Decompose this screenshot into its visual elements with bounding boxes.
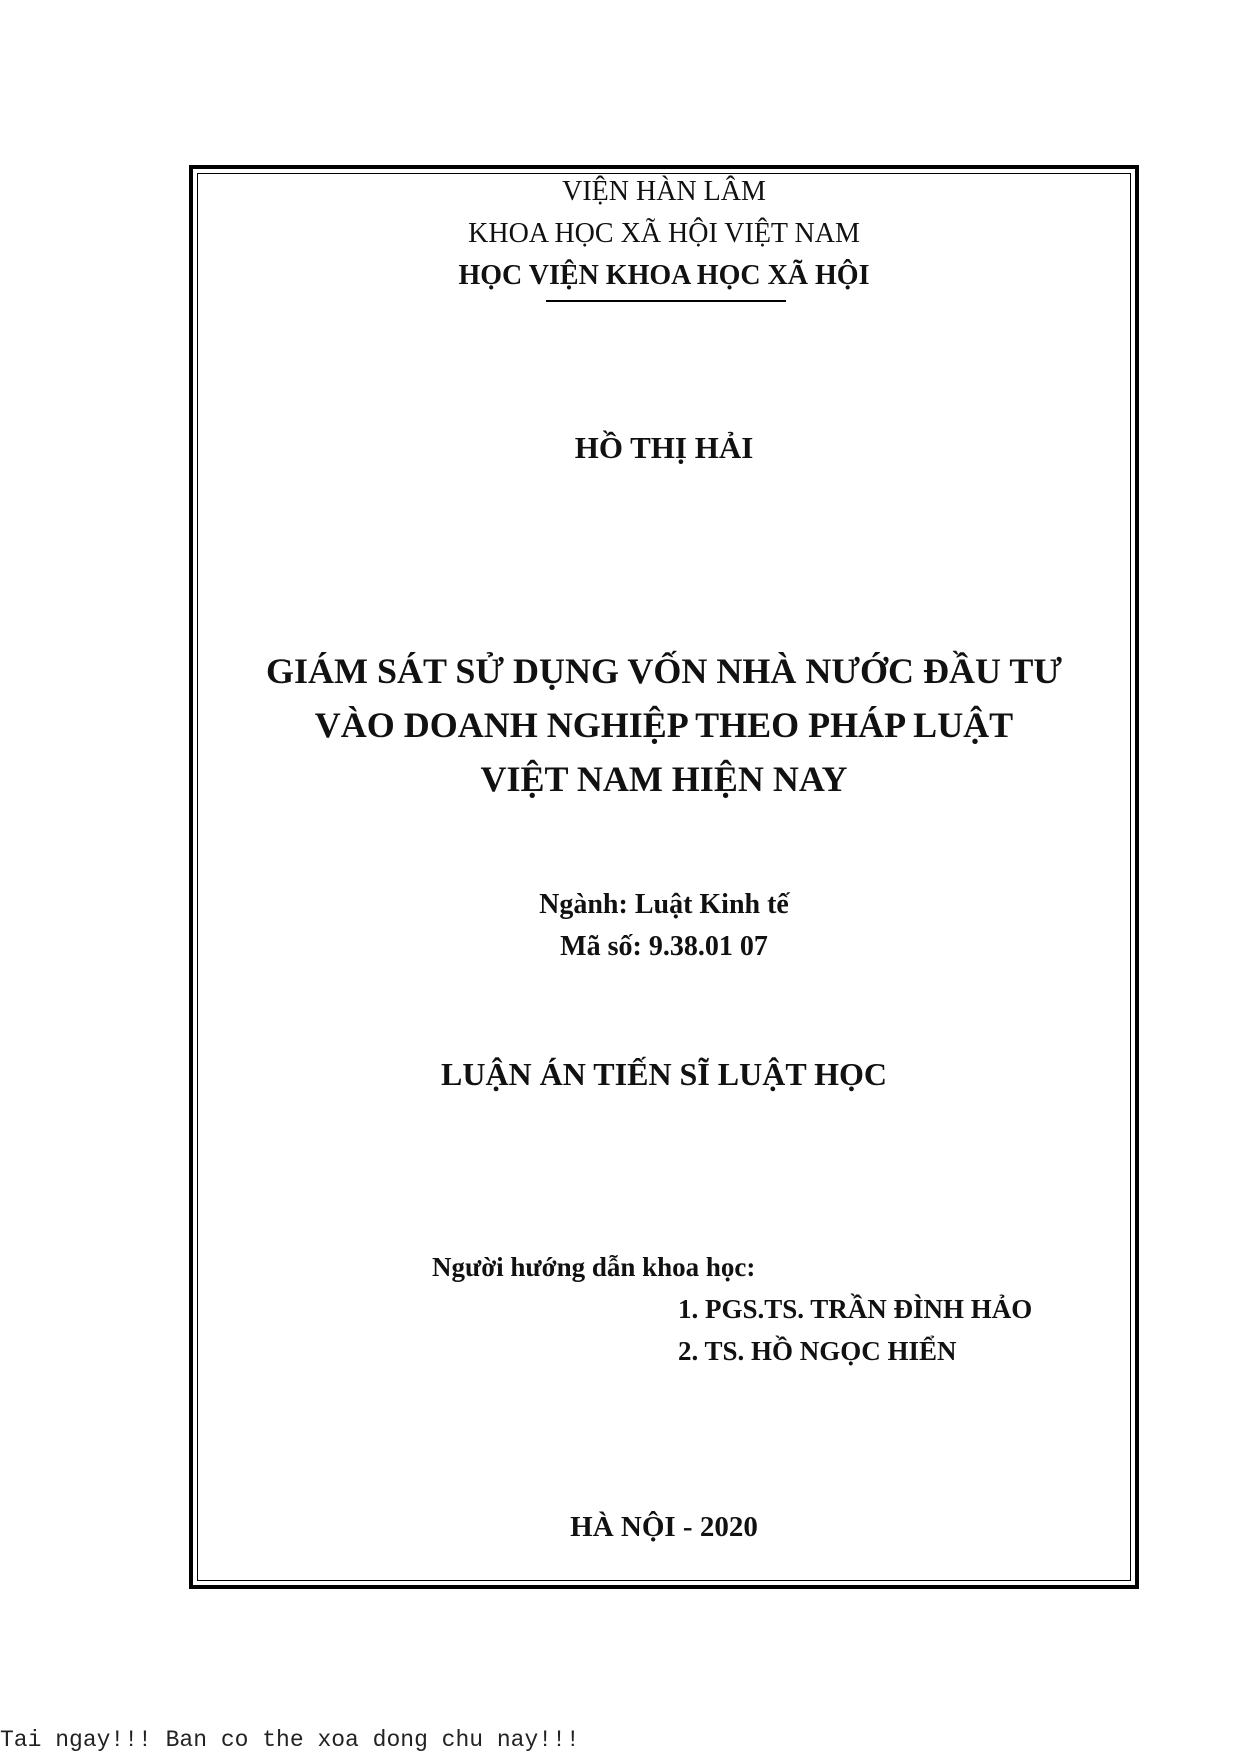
degree-title: LUẬN ÁN TIẾN SĨ LUẬT HỌC xyxy=(440,1056,888,1092)
advisor-item: 2. TS. HỒ NGỌC HIỂN xyxy=(678,1336,957,1366)
advisor-item: 1. PGS.TS. TRẦN ĐÌNH HẢO xyxy=(678,1294,1033,1324)
watermark-text: Tai ngay!!! Ban co the xoa dong chu nay!!! xyxy=(0,1727,580,1753)
institution-line-2: KHOA HỌC XÃ HỘI VIỆT NAM xyxy=(468,218,860,249)
institution-line-1: VIỆN HÀN LÂM xyxy=(562,176,766,207)
institution-line-3: HỌC VIỆN KHOA HỌC XÃ HỘI xyxy=(458,260,870,291)
page-border-inner xyxy=(197,173,1131,1581)
place-date: HÀ NỘI - 2020 xyxy=(570,1511,758,1543)
thesis-title-line-3: VIỆT NAM HIỆN NAY xyxy=(480,759,848,799)
author-name: HỒ THỊ HẢI xyxy=(574,430,754,465)
field-code: Mã số: 9.38.01 07 xyxy=(560,931,768,962)
field-major: Ngành: Luật Kinh tế xyxy=(539,889,789,920)
advisors-label: Người hướng dẫn khoa học: xyxy=(432,1252,756,1282)
thesis-title-line-1: GIÁM SÁT SỬ DỤNG VỐN NHÀ NƯỚC ĐẦU TƯ xyxy=(265,651,1063,691)
thesis-title-line-2: VÀO DOANH NGHIỆP THEO PHÁP LUẬT xyxy=(314,705,1014,745)
institution-underline xyxy=(546,300,786,302)
